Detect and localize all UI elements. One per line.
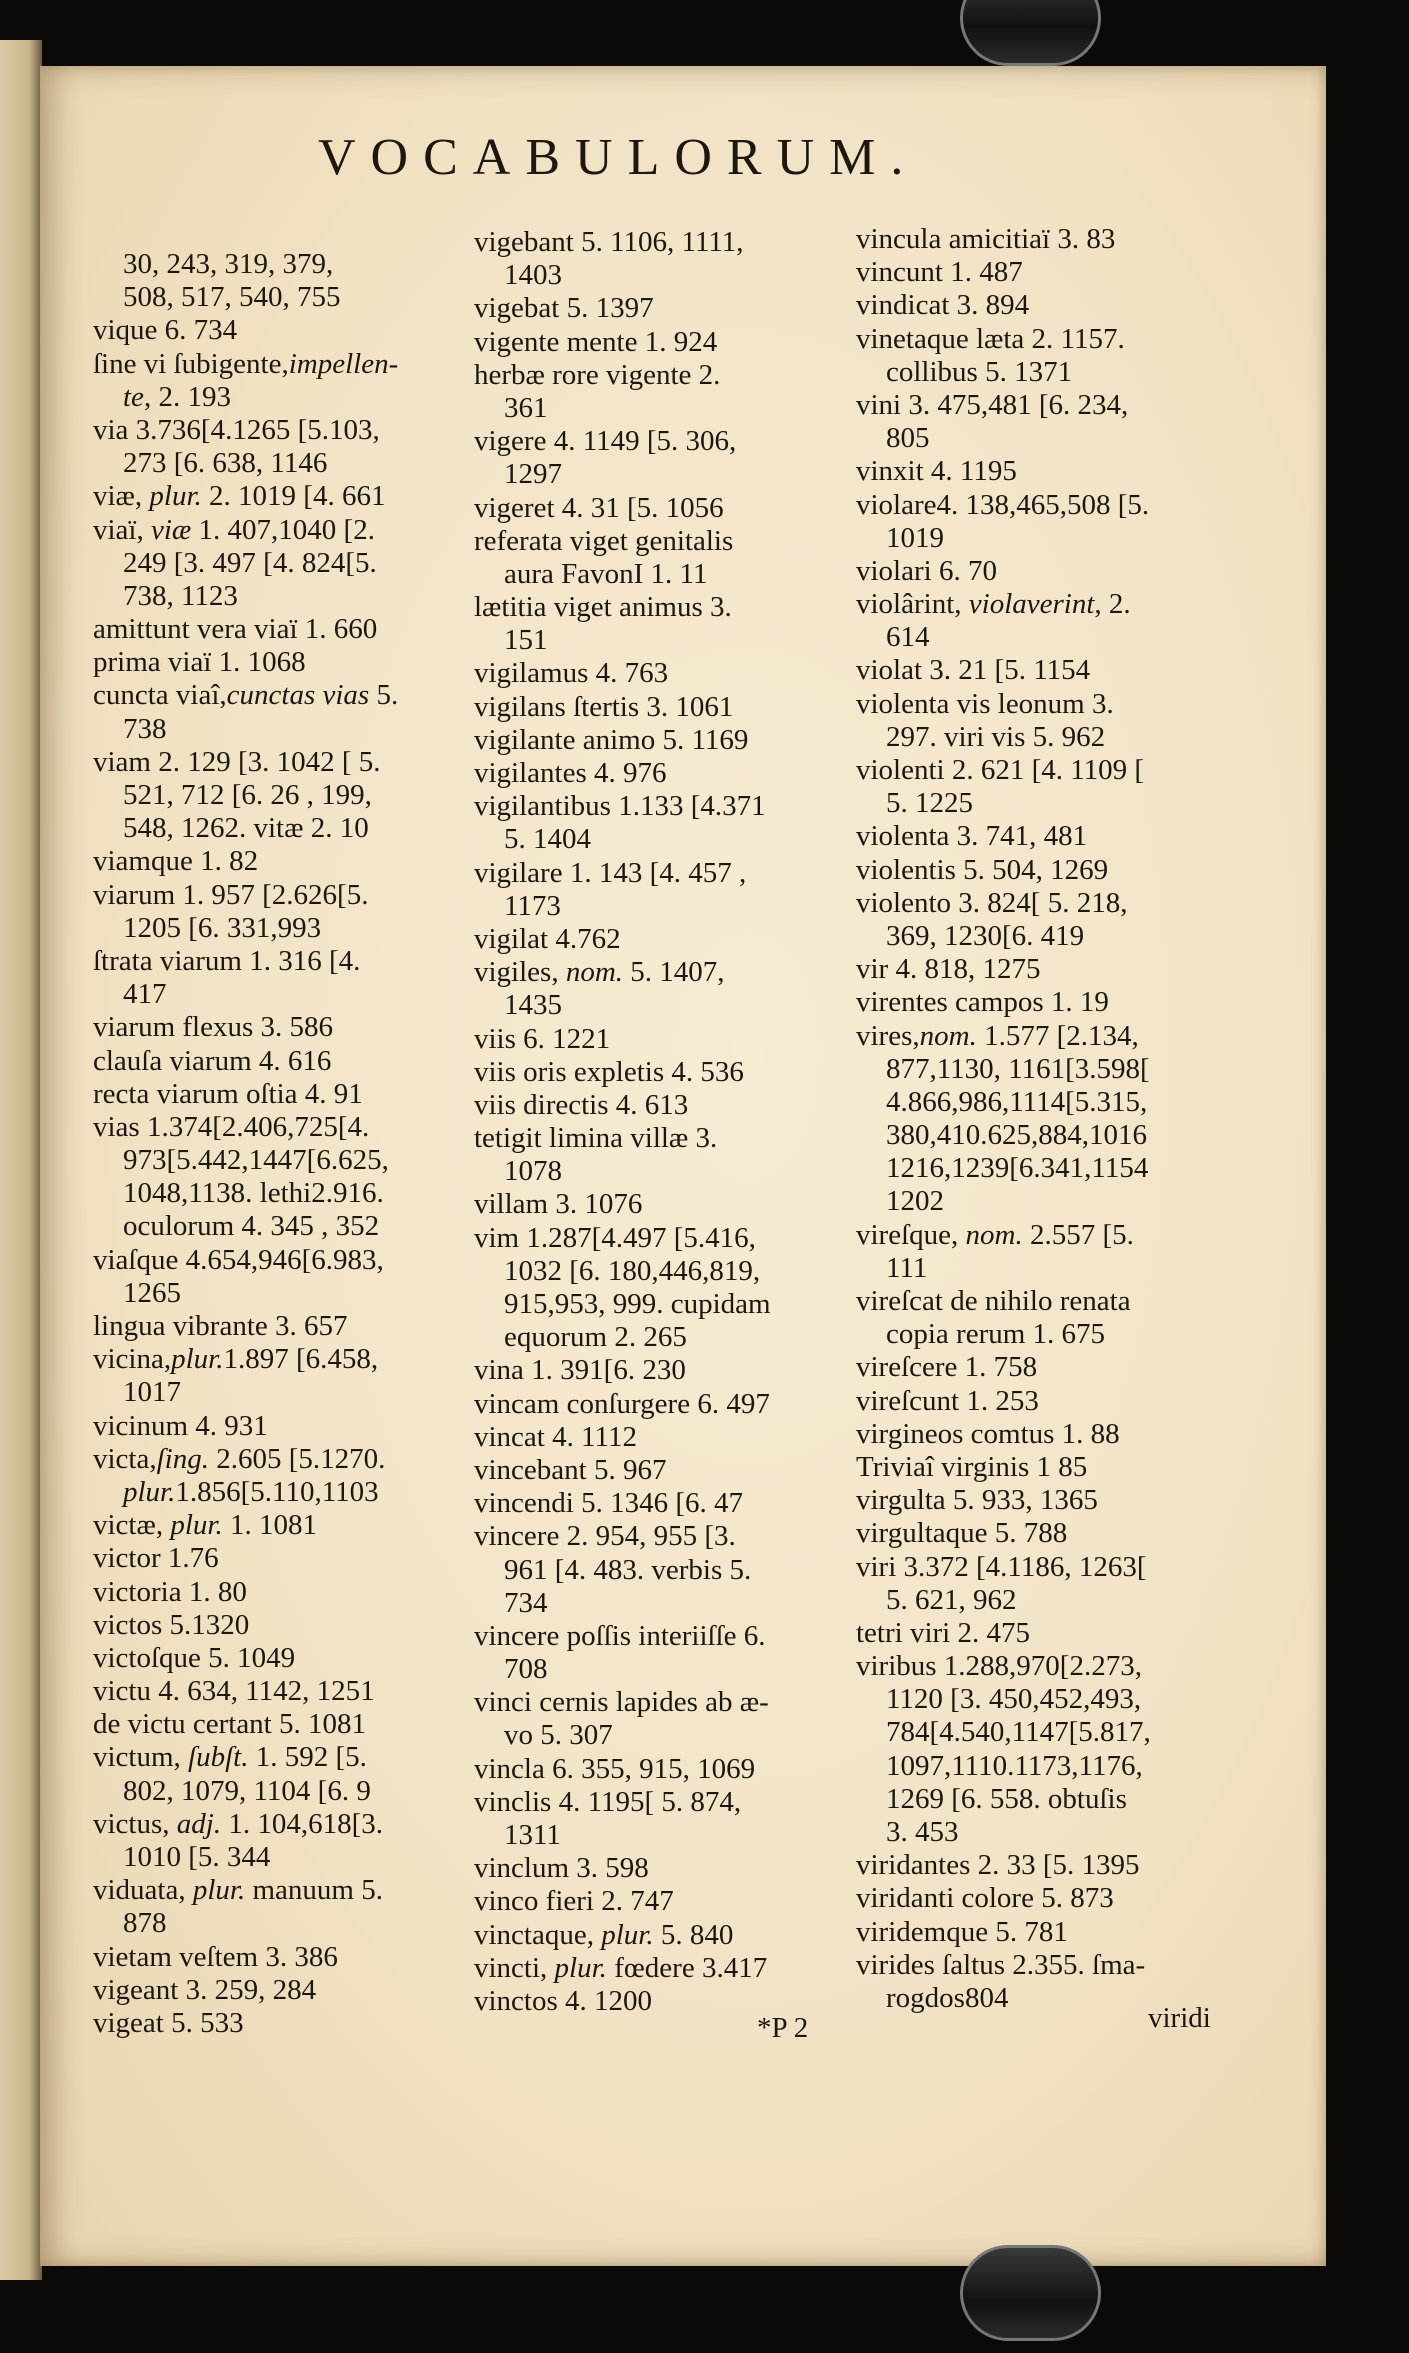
- index-continuation-line: 1205 [6. 331,993: [123, 911, 322, 944]
- index-entry-line: vigere 4. 1149 [5. 306,: [474, 425, 737, 458]
- running-head: VOCABULORUM.: [318, 129, 919, 186]
- index-continuation-line: 1019: [886, 521, 944, 554]
- entry-text: victæ,: [93, 1509, 171, 1542]
- index-entry-line: violare4. 138,465,508 [5.: [856, 488, 1150, 521]
- index-continuation-line: 1010 [5. 344: [123, 1841, 271, 1873]
- entry-text: 1.856[5.110,1103: [175, 1475, 379, 1508]
- index-continuation-line: [93, 1476, 478, 1509]
- index-entry-line: viis 6. 1221: [474, 1022, 611, 1055]
- entry-text: vigiles,: [474, 956, 566, 989]
- entry-text: vires,: [856, 1019, 920, 1052]
- index-entry-line: prima viaï 1. 1068: [93, 646, 306, 679]
- index-continuation-line: 380,410.625,884,1016: [886, 1119, 1147, 1152]
- index-continuation-line: 1435: [504, 989, 562, 1022]
- index-entry-line: herbæ rore vigente 2.: [474, 358, 721, 391]
- index-entry-line: tetigit limina villæ 3.: [474, 1122, 718, 1155]
- entry-text: vincti,: [474, 1951, 555, 1984]
- index-entry-line: lingua vibrante 3. 657: [93, 1310, 348, 1342]
- index-entry-line: vigilantes 4. 976: [474, 757, 667, 789]
- index-continuation-line: 1120 [3. 450,452,493,: [886, 1683, 1142, 1716]
- index-column-2: [474, 226, 859, 2018]
- index-continuation-line: 1265: [123, 1276, 181, 1309]
- index-continuation-line: copia rerum 1. 675: [886, 1318, 1106, 1351]
- index-continuation-line: 1017: [123, 1376, 181, 1409]
- index-entry-line: lætitia viget animus 3.: [474, 591, 732, 624]
- index-entry-line: victoria 1. 80: [93, 1575, 247, 1608]
- index-continuation-line: [93, 381, 478, 414]
- index-entry-line: vigeant 3. 259, 284: [93, 1973, 317, 2006]
- index-entry-line: viri 3.372 [4.1186, 1263[: [856, 1550, 1147, 1583]
- index-entry-line: viam 2. 129 [3. 1042 [ 5.: [93, 745, 381, 778]
- index-entry-line: [93, 1509, 478, 1542]
- index-entry-line: vindicat 3. 894: [856, 289, 1030, 322]
- binder-clip-icon: [960, 2245, 1101, 2341]
- index-continuation-line: 508, 517, 540, 755: [123, 281, 341, 314]
- index-continuation-line: 973[5.442,1447[6.625,: [123, 1144, 389, 1177]
- index-entry-line: vireſcat de nihilo renata: [856, 1285, 1131, 1317]
- index-continuation-line: collibus 5. 1371: [886, 355, 1073, 388]
- index-entry-line: viis directis 4. 613: [474, 1088, 689, 1121]
- index-entry-line: vinci cernis lapides ab æ-: [474, 1686, 769, 1719]
- index-continuation-line: 151: [504, 624, 548, 657]
- index-continuation-line: 417: [123, 978, 167, 1011]
- index-entry-line: viridanti colore 5. 873: [856, 1882, 1114, 1915]
- index-continuation-line: 1297: [504, 458, 562, 491]
- index-entry-line: ſtrata viarum 1. 316 [4.: [93, 944, 361, 977]
- index-entry-line: violenta vis leonum 3.: [856, 687, 1114, 720]
- index-continuation-line: 1173: [504, 889, 561, 922]
- entry-text: 2. 1019 [4. 661: [201, 480, 386, 513]
- index-entry-line: [474, 1952, 859, 1985]
- index-entry-line: recta viarum oſtia 4. 91: [93, 1077, 363, 1110]
- binder-clip-icon: [960, 0, 1101, 66]
- index-entry-line: vigilante animo 5. 1169: [474, 723, 749, 756]
- index-entry-line: vinxit 4. 1195: [856, 455, 1017, 488]
- index-entry-line: vias 1.374[2.406,725[4.: [93, 1110, 370, 1143]
- index-continuation-line: 877,1130, 1161[3.598[: [886, 1052, 1150, 1085]
- index-entry-line: vireſcunt 1. 253: [856, 1384, 1039, 1417]
- entry-text: victa,: [93, 1442, 157, 1475]
- index-continuation-line: 1032 [6. 180,446,819,: [504, 1254, 761, 1287]
- index-entry-line: tetri viri 2. 475: [856, 1616, 1030, 1649]
- entry-text: vinctaque,: [474, 1918, 602, 1951]
- entry-text: 1.897 [6.458,: [223, 1343, 379, 1376]
- index-entry-line: vigilare 1. 143 [4. 457 ,: [474, 856, 747, 889]
- index-continuation-line: 5. 1404: [504, 823, 591, 856]
- index-entry-line: [93, 1343, 478, 1376]
- index-entry-line: viridantes 2. 33 [5. 1395: [856, 1849, 1140, 1882]
- index-entry-line: victor 1.76: [93, 1542, 219, 1575]
- index-entry-line: vini 3. 475,481 [6. 234,: [856, 388, 1129, 421]
- index-entry-line: viaſque 4.654,946[6.983,: [93, 1243, 384, 1276]
- index-entry-line: vinetaque læta 2. 1157.: [856, 322, 1125, 355]
- index-entry-line: vigente mente 1. 924: [474, 325, 718, 358]
- index-entry-line: vincula amicitiaï 3. 83: [856, 223, 1116, 255]
- index-continuation-line: 614: [886, 621, 930, 654]
- index-entry-line: victu 4. 634, 1142, 1251: [93, 1675, 375, 1708]
- entry-text: victum,: [93, 1741, 189, 1774]
- italic-annotation: nom.: [919, 1019, 977, 1052]
- entry-text: manuum 5.: [245, 1874, 383, 1907]
- italic-annotation: nom.: [565, 956, 624, 989]
- entry-text: viduata,: [93, 1874, 193, 1907]
- index-entry-line: [474, 956, 859, 989]
- index-entry-line: violenti 2. 621 [4. 1109 [: [856, 754, 1145, 786]
- index-continuation-line: 734: [504, 1586, 548, 1619]
- italic-annotation: plur.: [149, 480, 202, 513]
- index-continuation-line: 738: [123, 712, 167, 745]
- index-continuation-line: 297. viri vis 5. 962: [886, 720, 1106, 753]
- entry-text: 1. 592 [5.: [248, 1741, 367, 1774]
- entry-text: 1. 407,1040 [2.: [191, 513, 375, 546]
- index-entry-line: vincere 2. 954, 955 [3.: [474, 1520, 736, 1553]
- index-entry-line: vigebant 5. 1106, 1111,: [474, 226, 744, 258]
- index-continuation-line: 3. 453: [886, 1816, 959, 1848]
- italic-annotation: te: [123, 380, 144, 413]
- index-continuation-line: 361: [504, 391, 548, 424]
- index-continuation-line: 708: [504, 1653, 548, 1686]
- index-entry-line: vigilans ſtertis 3. 1061: [474, 690, 734, 723]
- index-continuation-line: 1269 [6. 558. obtuſis: [886, 1782, 1127, 1815]
- index-continuation-line: 521, 712 [6. 26 , 199,: [123, 779, 372, 811]
- entry-text: viæ,: [93, 480, 150, 513]
- entry-text: vicina,: [93, 1343, 172, 1376]
- index-entry-line: vigilamus 4. 763: [474, 657, 669, 690]
- index-entry-line: vigeret 4. 31 [5. 1056: [474, 491, 724, 524]
- italic-annotation: plur.: [171, 1343, 224, 1376]
- index-continuation-line: 915,953, 999. cupidam: [504, 1288, 771, 1320]
- italic-annotation: viæ: [151, 513, 192, 546]
- index-continuation-line: 878: [123, 1907, 167, 1940]
- index-entry-line: vincendi 5. 1346 [6. 47: [474, 1487, 744, 1520]
- index-entry-line: vinclum 3. 598: [474, 1852, 649, 1885]
- index-entry-line: victoſque 5. 1049: [93, 1641, 296, 1674]
- index-continuation-line: 805: [886, 422, 930, 455]
- index-continuation-line: rogdos804: [886, 1981, 1009, 2014]
- index-entry-line: viridemque 5. 781: [856, 1915, 1068, 1948]
- index-continuation-line: 1311: [504, 1819, 561, 1851]
- index-entry-line: [93, 1874, 478, 1907]
- index-entry-line: vinctos 4. 1200: [474, 1984, 653, 2017]
- index-entry-line: vincere poſſis interiiſſe 6.: [474, 1619, 766, 1652]
- index-entry-line: violat 3. 21 [5. 1154: [856, 654, 1091, 687]
- index-continuation-line: 548, 1262. vitæ 2. 10: [123, 812, 369, 845]
- index-entry-line: de victu certant 5. 1081: [93, 1708, 366, 1741]
- index-entry-line: vincebant 5. 967: [474, 1453, 667, 1486]
- index-entry-line: vicinum 4. 931: [93, 1409, 268, 1442]
- index-continuation-line: 1202: [886, 1185, 944, 1218]
- index-continuation-line: 369, 1230[6. 419: [886, 919, 1085, 952]
- index-entry-line: [856, 588, 1241, 621]
- index-entry-line: vique 6. 734: [93, 314, 238, 347]
- italic-annotation: impellen-: [288, 347, 399, 380]
- index-continuation-line: 1216,1239[6.341,1154: [886, 1152, 1149, 1185]
- index-column-1: [93, 248, 478, 2040]
- index-entry-line: [474, 1919, 859, 1952]
- italic-annotation: ſing.: [156, 1442, 209, 1475]
- index-entry-line: via 3.736[4.1265 [5.103,: [93, 413, 380, 446]
- index-entry-line: vincat 4. 1112: [474, 1420, 637, 1453]
- index-entry-line: virides ſaltus 2.355. ſma-: [856, 1948, 1146, 1981]
- index-continuation-line: 784[4.540,1147[5.817,: [886, 1716, 1151, 1749]
- index-entry-line: [93, 348, 478, 381]
- index-continuation-line: equorum 2. 265: [504, 1321, 687, 1354]
- entry-text: violârint,: [856, 588, 969, 621]
- index-entry-line: vincla 6. 355, 915, 1069: [474, 1752, 756, 1785]
- index-entry-line: vinclis 4. 1195[ 5. 874,: [474, 1785, 742, 1818]
- index-entry-line: viamque 1. 82: [93, 845, 259, 878]
- italic-annotation: plur.: [170, 1509, 223, 1542]
- index-entry-line: [93, 679, 478, 712]
- italic-annotation: adj.: [176, 1807, 222, 1840]
- index-entry-line: Triviaî virginis 1 85: [856, 1450, 1088, 1483]
- index-continuation-line: aura FavonI 1. 11: [504, 557, 708, 590]
- index-entry-line: vigeat 5. 533: [93, 2006, 244, 2039]
- entry-text: 5.: [369, 679, 399, 712]
- entry-text: 1. 104,618[3.: [221, 1807, 384, 1840]
- index-entry-line: clauſa viarum 4. 616: [93, 1044, 332, 1077]
- index-entry-line: amittunt vera viaï 1. 660: [93, 613, 378, 646]
- italic-annotation: violaverint: [968, 588, 1095, 621]
- index-entry-line: virgulta 5. 933, 1365: [856, 1484, 1098, 1517]
- index-continuation-line: 1403: [504, 259, 562, 292]
- entry-text: ſine vi ſubigente,: [93, 347, 289, 380]
- italic-annotation: ſubſt.: [188, 1741, 249, 1774]
- index-column-3: [856, 223, 1241, 2015]
- index-entry-line: violenta 3. 741, 481: [856, 820, 1088, 853]
- index-continuation-line: 1097,1110.1173,1176,: [886, 1749, 1143, 1782]
- entry-text: cuncta viaî,: [93, 679, 227, 712]
- entry-text: 5. 840: [653, 1918, 734, 1951]
- index-entry-line: [93, 1741, 478, 1774]
- index-entry-line: vim 1.287[4.497 [5.416,: [474, 1221, 756, 1254]
- index-entry-line: violento 3. 824[ 5. 218,: [856, 886, 1128, 919]
- index-entry-line: vina 1. 391[6. 230: [474, 1354, 686, 1387]
- index-continuation-line: oculorum 4. 345 , 352: [123, 1210, 380, 1243]
- index-continuation-line: 961 [4. 483. verbis 5.: [504, 1553, 752, 1586]
- index-entry-line: viarum 1. 957 [2.626[5.: [93, 878, 369, 911]
- index-entry-line: violentis 5. 504, 1269: [856, 853, 1109, 886]
- index-entry-line: vincam conſurgere 6. 497: [474, 1387, 770, 1420]
- italic-annotation: plur.: [601, 1918, 654, 1951]
- index-entry-line: viarum flexus 3. 586: [93, 1011, 334, 1044]
- index-continuation-line: 5. 621, 962: [886, 1583, 1017, 1616]
- index-entry-line: [856, 1219, 1241, 1252]
- italic-annotation: plur.: [192, 1874, 246, 1907]
- entry-text: , 2.: [1094, 588, 1131, 621]
- index-continuation-line: 273 [6. 638, 1146: [123, 447, 328, 480]
- italic-annotation: plur.: [123, 1475, 176, 1508]
- index-entry-line: victos 5.1320: [93, 1608, 250, 1641]
- index-entry-line: [856, 1020, 1241, 1053]
- index-continuation-line: 249 [3. 497 [4. 824[5.: [123, 546, 377, 579]
- index-continuation-line: 1048,1138. lethi2.916.: [123, 1177, 384, 1210]
- index-continuation-line: 802, 1079, 1104 [6. 9: [123, 1774, 371, 1807]
- entry-text: 1. 1081: [222, 1509, 317, 1542]
- entry-text: vireſque,: [856, 1218, 966, 1251]
- entry-text: viaï,: [93, 513, 151, 546]
- index-entry-line: violari 6. 70: [856, 554, 997, 587]
- index-entry-line: vigebat 5. 1397: [474, 292, 654, 325]
- index-entry-line: referata viget genitalis: [474, 524, 734, 557]
- catchword: viridi: [1148, 2002, 1211, 2034]
- index-entry-line: [93, 1808, 478, 1841]
- signature-mark: *P 2: [757, 2012, 809, 2044]
- index-entry-line: virentes campos 1. 19: [856, 986, 1109, 1019]
- index-continuation-line: 4.866,986,1114[5.315,: [886, 1085, 1148, 1118]
- index-continuation-line: 111: [886, 1251, 928, 1284]
- index-entry-line: 30, 243, 319, 379,: [123, 248, 334, 280]
- entry-text: 2.557 [5.: [1022, 1218, 1134, 1251]
- index-entry-line: vir 4. 818, 1275: [856, 953, 1041, 986]
- index-continuation-line: 1078: [504, 1155, 562, 1188]
- index-entry-line: vinco fieri 2. 747: [474, 1885, 674, 1918]
- index-entry-line: vietam veſtem 3. 386: [93, 1940, 338, 1973]
- entry-text: fœdere 3.417: [606, 1951, 768, 1984]
- index-entry-line: viis oris expletis 4. 536: [474, 1055, 744, 1088]
- index-continuation-line: 738, 1123: [123, 579, 238, 612]
- entry-text: , 2. 193: [143, 380, 231, 413]
- previous-page-edge: [0, 40, 42, 2280]
- entry-text: 1.577 [2.134,: [976, 1019, 1139, 1052]
- index-continuation-line: vo 5. 307: [504, 1719, 613, 1752]
- index-entry-line: vireſcere 1. 758: [856, 1351, 1038, 1384]
- index-entry-line: viribus 1.288,970[2.273,: [856, 1650, 1142, 1683]
- entry-text: 2.605 [5.1270.: [208, 1442, 386, 1475]
- index-continuation-line: 5. 1225: [886, 787, 973, 820]
- index-entry-line: [93, 1443, 478, 1476]
- index-entry-line: vigilat 4.762: [474, 922, 621, 955]
- index-entry-line: vincunt 1. 487: [856, 256, 1023, 289]
- italic-annotation: cunctas vias: [226, 679, 370, 712]
- index-entry-line: [93, 480, 478, 513]
- italic-annotation: nom.: [965, 1218, 1023, 1251]
- index-entry-line: virgineos comtus 1. 88: [856, 1417, 1120, 1450]
- index-entry-line: vigilantibus 1.133 [4.371: [474, 790, 766, 823]
- index-entry-line: villam 3. 1076: [474, 1188, 643, 1221]
- index-entry-line: [93, 514, 478, 547]
- italic-annotation: plur.: [554, 1951, 607, 1984]
- index-entry-line: virgultaque 5. 788: [856, 1517, 1068, 1550]
- entry-text: victus,: [93, 1807, 177, 1840]
- entry-text: 5. 1407,: [623, 956, 725, 989]
